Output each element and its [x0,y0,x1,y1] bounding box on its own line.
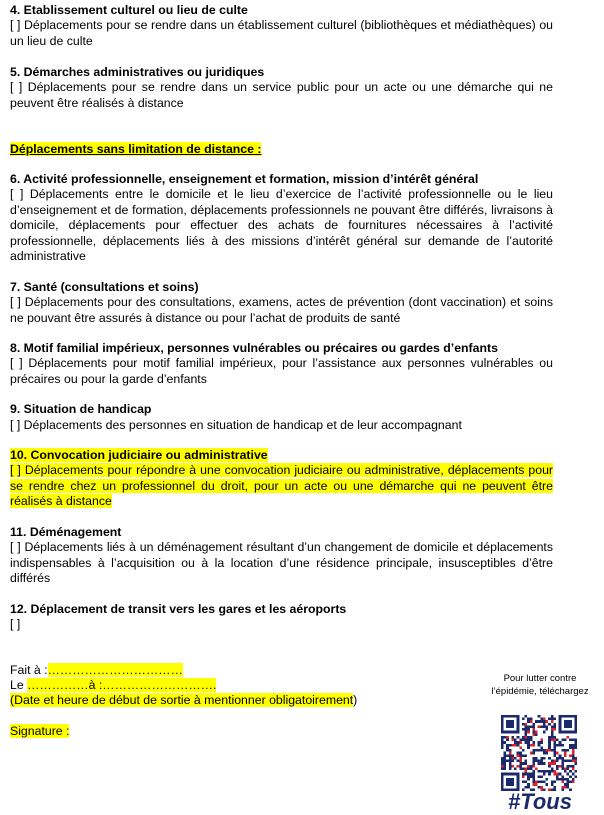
unlimited-distance-heading [10,142,261,157]
promo-text [476,672,604,698]
section-11-title: 11. Déménagement [10,525,122,539]
signature-label: Signature : [10,724,70,738]
section-4-body[interactable]: [ ] Déplacements pour se rendre dans un établissement culturel (bibliothèques et médiathèques) ou un lieu de culte [10,18,553,48]
qr-code-icon[interactable] [501,715,577,791]
section-9-title: 9. Situation de handicap [10,402,152,416]
promo-line-1: Pour lutter contre [503,673,577,684]
section-10-title [10,448,268,463]
section-8-body[interactable]: [ ] Déplacements pour motif familial impérieux, pour l’assistance aux personnes vulnérables ou précaires ou pour la garde d’enfants [10,356,553,386]
signature-field[interactable] [10,724,69,739]
section-10-body[interactable] [10,463,553,510]
promo-line-2: l’épidémie, téléchargez [491,686,589,697]
date-note-text: (Date et heure de début de sortie à mentionner obligatoirement [10,693,354,707]
section-5-body[interactable]: [ ] Déplacements pour se rendre dans un service public pour un acte ou une démarche qui ne peuvent être réalisés à distance [10,80,553,110]
tous-hashtag: #Tous [508,789,572,814]
section-6-title: 6. Activité professionnelle, enseignement et formation, mission d’intérêt général [10,172,479,186]
section-11-body[interactable]: [ ] Déplacements liés à un déménagement résultant d’un changement de domicile et déplacements indispensables à l’acquisition ou à la location d’une résidence principale, insusceptibles d’être différés [10,540,553,586]
section-7-title: 7. Santé (consultations et soins) [10,280,199,294]
fait-a-field[interactable] [10,663,183,678]
section-4-title: 4. Etablissement culturel ou lieu de culte [10,3,248,17]
a-dots[interactable]: ………………………. [102,678,217,692]
date-time-field[interactable] [10,678,216,693]
fait-a-dots[interactable]: …………………………… [47,663,183,677]
le-dots[interactable]: …………… [27,678,89,692]
section-8-title: 8. Motif familial impérieux, personnes vulnérables ou précaires ou gardes d’enfants [10,341,498,355]
section-7-body[interactable]: [ ] Déplacements pour des consultations, examens, actes de prévention (dont vaccination) et soins ne pouvant être assurés à distance ou pour l’achat de produits de santé [10,295,553,325]
section-10-title-text: 10. Convocation judiciaire ou administrative [10,448,268,462]
section-12-title: 12. Déplacement de transit vers les gares et les aéroports [10,602,347,616]
date-note [10,693,357,708]
section-5-title: 5. Démarches administratives ou juridiques [10,65,265,79]
a-label: à : [88,678,103,692]
le-label: Le [10,678,28,692]
section-10-body-text: [ ] Déplacements pour répondre à une convocation judiciaire ou administrative, déplacements pour se rendre chez un professionnel du droit, pour un acte ou une démarche qui ne peuvent être réalisés à distance [10,463,553,509]
unlimited-distance-heading-text: Déplacements sans limitation de distance : [10,142,262,156]
section-12-checkbox[interactable]: [ ] [10,617,21,631]
date-note-close: ) [353,693,358,707]
fait-a-label: Fait à : [10,663,48,677]
section-9-body[interactable]: [ ] Déplacements des personnes en situation de handicap et de leur accompagnant [10,418,462,432]
section-6-body[interactable]: [ ] Déplacements entre le domicile et le lieu d’exercice de l’activité professionnelle ou le lieu d’enseignement et de formation, déplacements professionnels ne pouvant être différés, livraisons à domicile, déplacements pour effectuer des achats de fournitures nécessaires à l’activité professionnelle, déplacements liés à des missions d’intérêt général sur demande de l’autorité administrative [10,187,553,264]
